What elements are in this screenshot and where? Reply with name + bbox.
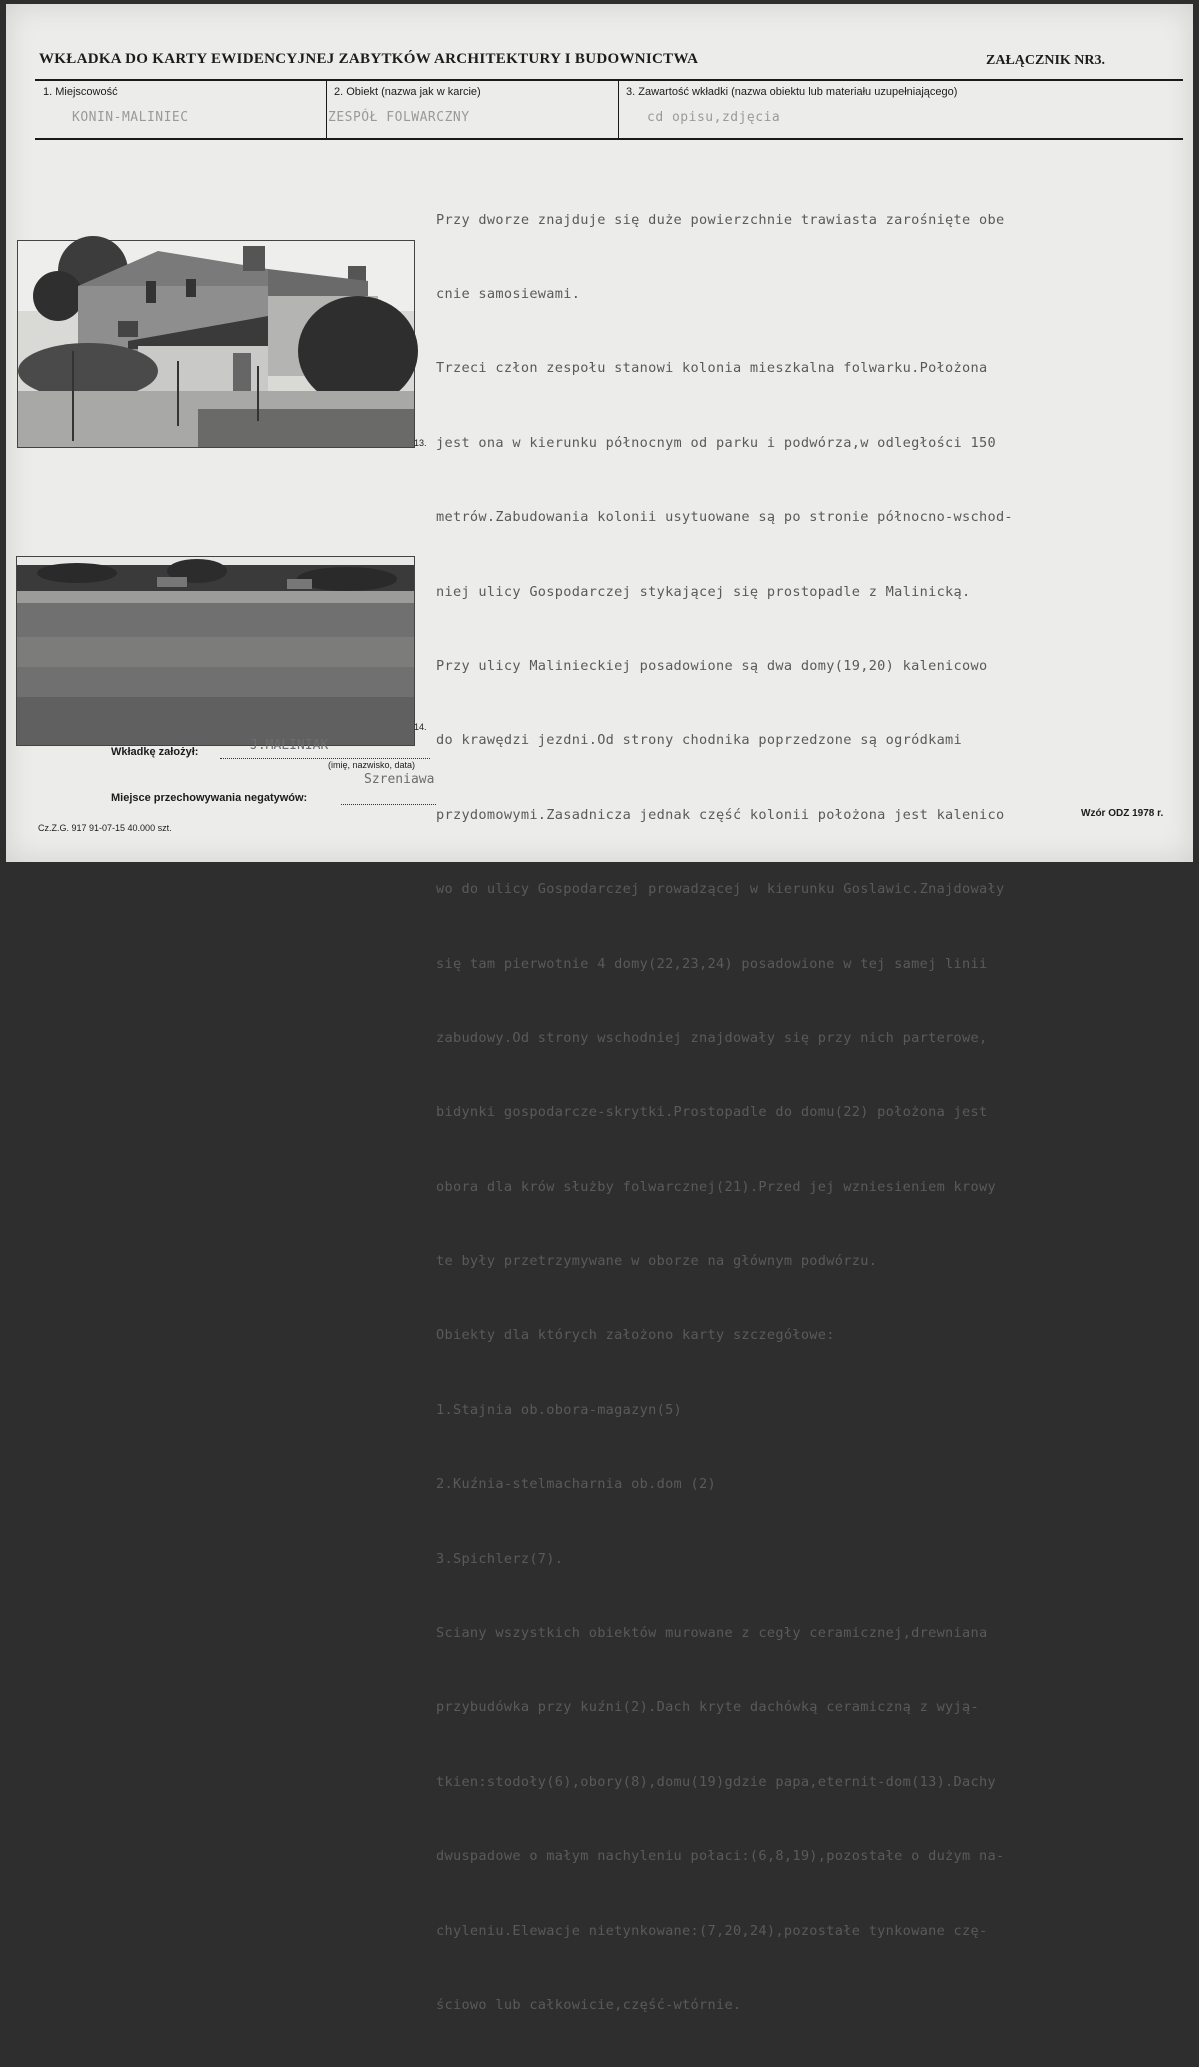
contents-label: 3. Zawartość wkładki (nazwa obiektu lub materiału uzupełniającego) [626, 86, 958, 98]
locality-label: 1. Miejscowość [43, 86, 118, 98]
photo-house-number: 13. [414, 438, 427, 448]
created-by-label: Wkładkę założył: [111, 746, 199, 758]
text-line: cnie samosiewami. [436, 285, 581, 302]
text-line: Sciany wszystkich obiektów murowane z cegły ceramicznej,drewniana [436, 1625, 988, 1642]
text-line: zabudowy.Od strony wschodniej znajdowały się przy nich parterowe, [436, 1029, 988, 1046]
text-line: metrów.Zabudowania kolonii usytuowane są po stronie północno-wschod- [436, 509, 1013, 526]
text-line: te były przetrzymywane w oborze na głównym podwórzu. [436, 1253, 878, 1270]
photo-field-number: 14. [414, 722, 427, 732]
print-code: Cz.Z.G. 917 91-07-15 40.000 szt. [38, 823, 172, 833]
text-line: do krawędzi jezdni.Od strony chodnika poprzedzone są ogródkami [436, 732, 963, 749]
field-divider-1 [326, 80, 327, 139]
annex-number: ZAŁĄCZNIK NR3. [986, 53, 1106, 68]
text-line: niej ulicy Gospodarczej stykającej się prostopadle z Malinicką. [436, 583, 971, 600]
created-place: Szreniawa [364, 772, 435, 787]
object-value: ZESPÓŁ FOLWARCZNY [328, 110, 470, 125]
contents-value: cd opisu,zdjęcia [647, 110, 781, 125]
text-line: jest ona w kierunku północnym od parku i podwórza,w odległości 150 [436, 434, 996, 451]
text-line: przydomowymi.Zasadnicza jednak część kolonii położona jest kalenico [436, 806, 1005, 823]
negatives-storage-label: Miejsce przechowywania negatywów: [111, 792, 308, 804]
text-line: wo do ulicy Gospodarczej prowadzącej w kierunku Goslawic.Znajdowały [436, 881, 1005, 898]
text-line: obora dla krów służby folwarcznej(21).Przed jej wzniesieniem krowy [436, 1178, 996, 1195]
text-line: 2.Kuźnia-stelmacharnia ob.dom (2) [436, 1476, 716, 1493]
text-line: Przy dworze znajduje się duże powierzchnie trawiasta zarośnięte obe [436, 211, 1005, 228]
text-line: ściowo lub całkowicie,część-wtórnie. [436, 1996, 742, 2013]
text-line: 1.Stajnia ob.obora-magazyn(5) [436, 1401, 683, 1418]
text-line: Trzeci człon zespołu stanowi kolonia mieszkalna folwarku.Położona [436, 360, 988, 377]
text-line: tkien:stodoły(6),obory(8),domu(19)gdzie papa,eternit-dom(13).Dachy [436, 1773, 996, 1790]
header-rule-top [35, 79, 1183, 81]
text-line: się tam pierwotnie 4 domy(22,23,24) posadowione w tej samej linii [436, 955, 988, 972]
form-title: WKŁADKA DO KARTY EWIDENCYJNEJ ZABYTKÓW ARCHITEKTURY I BUDOWNICTWA [39, 51, 699, 67]
photo-field [16, 556, 415, 746]
text-line: przybudówka przy kuźni(2).Dach kryte dachówką ceramiczną z wyją- [436, 1699, 979, 1716]
text-line: 3.Spichlerz(7). [436, 1550, 564, 1567]
created-by-hint: (imię, nazwisko, data) [328, 760, 416, 770]
locality-value: KONIN-MALINIEC [72, 110, 189, 125]
negatives-storage-line [341, 804, 436, 805]
created-by-value: J.MALINIAK [250, 738, 329, 753]
document-sheet [6, 4, 1193, 2013]
text-line: Obiekty dla których założono karty szczegółowe: [436, 1327, 835, 1344]
form-code: Wzór ODZ 1978 r. [1081, 808, 1164, 819]
description-text [436, 158, 1136, 2067]
text-line: Przy ulicy Malinieckiej posadowione są dwa domy(19,20) kalenicowo [436, 657, 988, 674]
text-line: chyleniu.Elewacje nietynkowane:(7,20,24),pozostałe tynkowane czę- [436, 1922, 988, 1939]
created-by-line [220, 758, 430, 759]
photo-house [17, 240, 415, 448]
field-divider-2 [618, 80, 619, 139]
header-rule-bottom [35, 138, 1183, 140]
text-line: bidynki gospodarcze-skrytki.Prostopadle do domu(22) położona jest [436, 1104, 988, 1121]
object-label: 2. Obiekt (nazwa jak w karcie) [334, 86, 481, 98]
text-line: dwuspadowe o małym nachyleniu połaci:(6,8,19),pozostałe o dużym na- [436, 1848, 1005, 1865]
